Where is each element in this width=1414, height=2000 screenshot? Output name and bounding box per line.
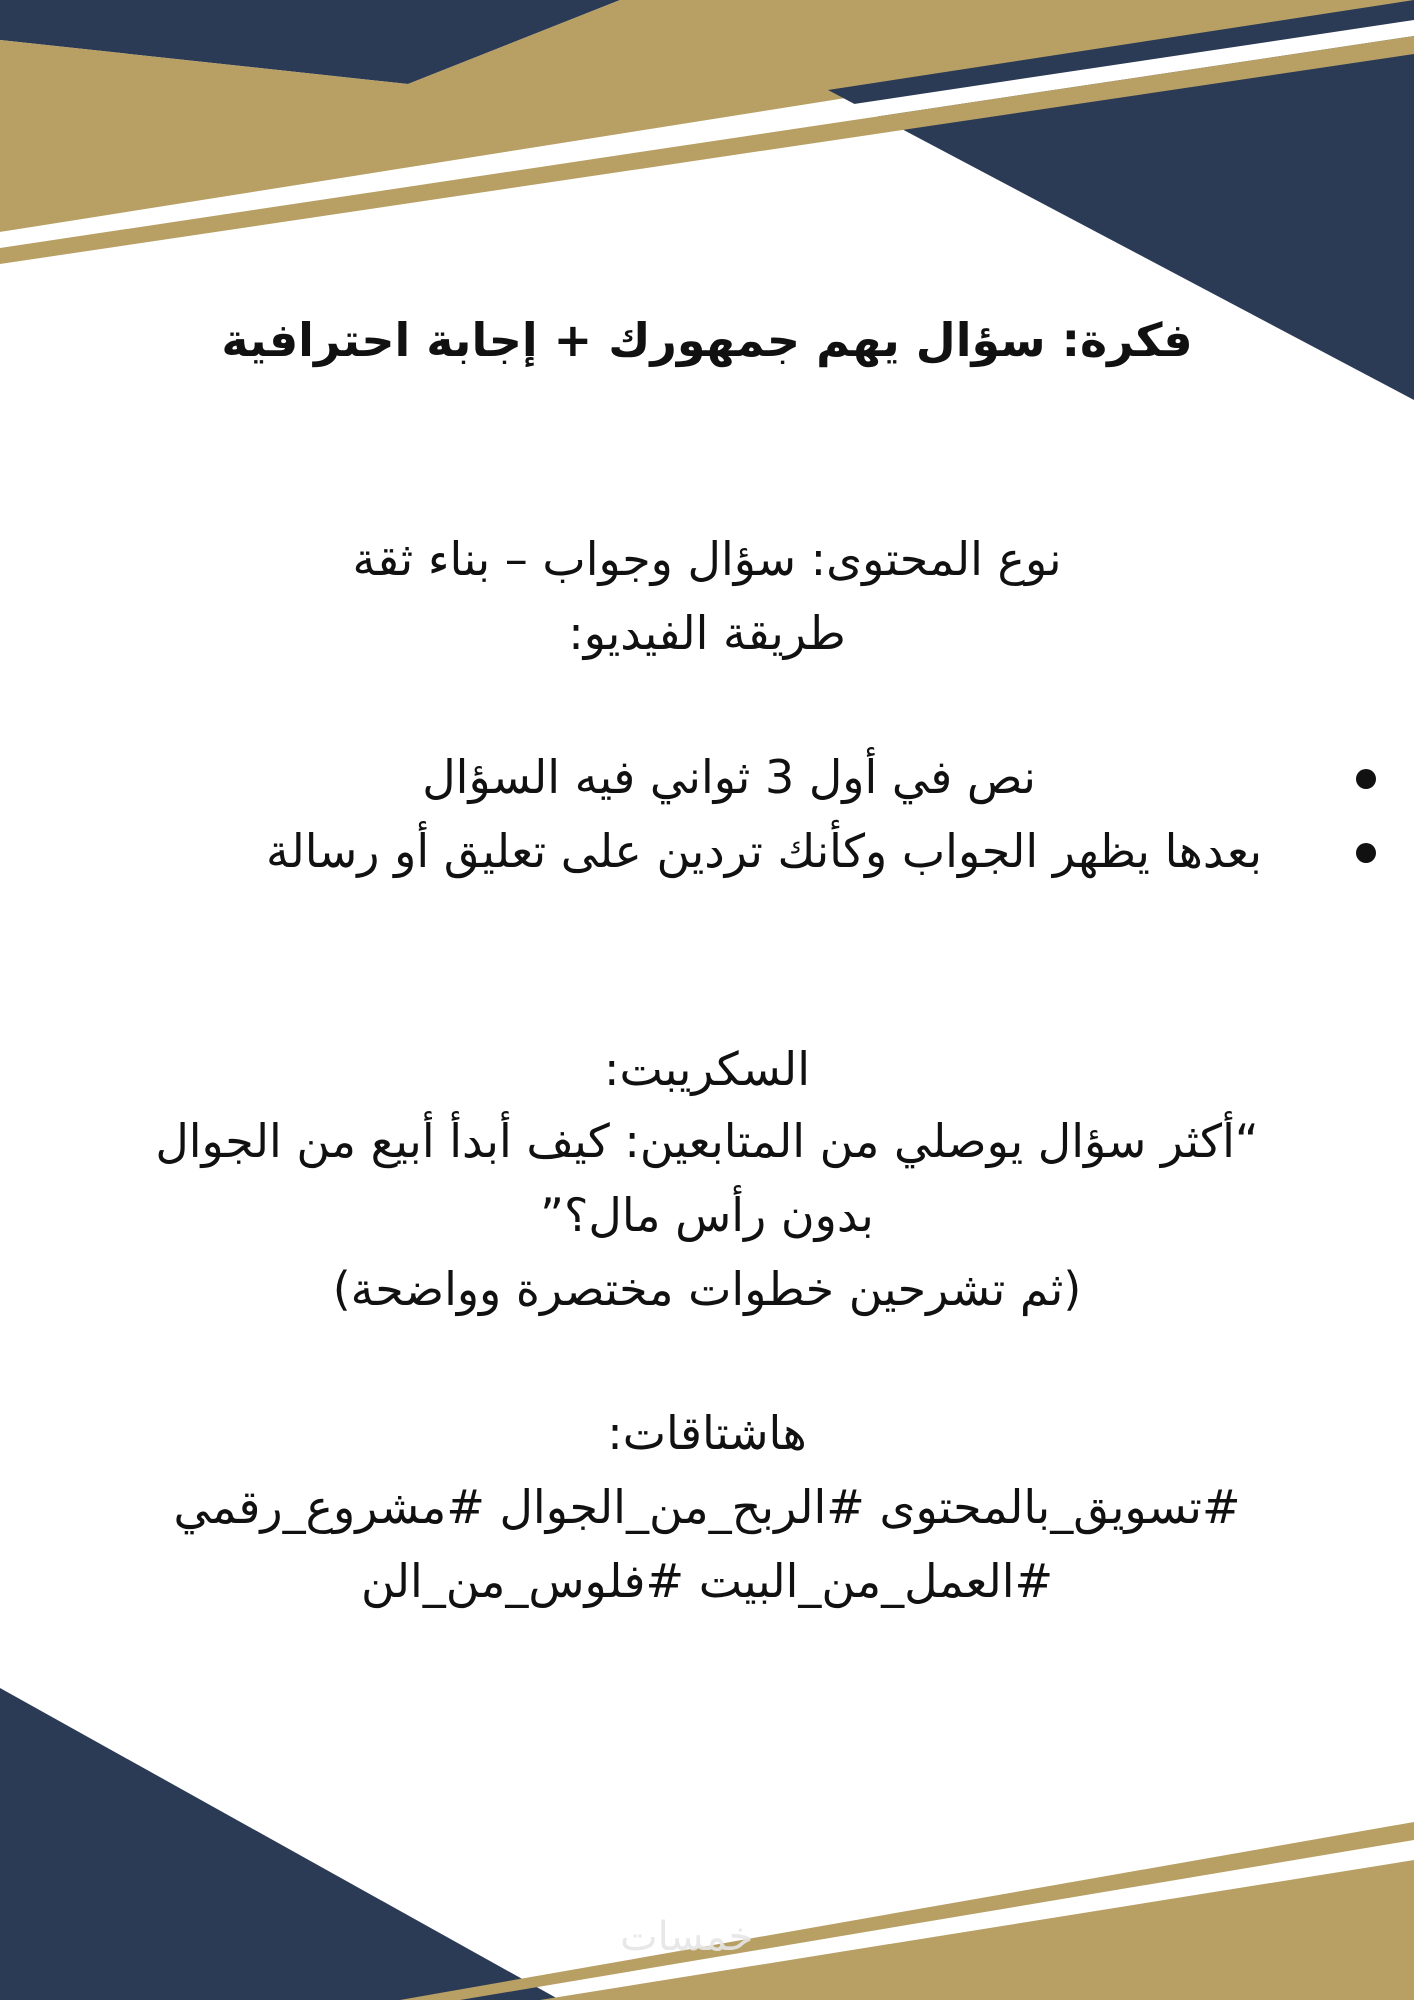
video-method-label: طريقة الفيديو: — [568, 606, 846, 660]
hashtags-line-2: #العمل_من_البيت #فلوس_من_الن — [360, 1554, 1054, 1608]
script-note: (ثم تشرحين خطوات مختصرة وواضحة) — [332, 1262, 1082, 1316]
script-label: السكريبت: — [604, 1042, 810, 1096]
bullet-text: نص في أول 3 ثواني فيه السؤال — [422, 750, 1036, 804]
hashtags-line-1: #تسويق_بالمحتوى #الربح_من_الجوال #مشروع_رقمي — [173, 1480, 1241, 1534]
script-question-line-1: “أكثر سؤال يوصلي من المتابعين: كيف أبدأ أبيع من الجوال — [155, 1114, 1259, 1168]
page-title: فكرة: سؤال يهم جمهورك + إجابة احترافية — [221, 313, 1193, 367]
content-type-line: نوع المحتوى: سؤال وجواب – بناء ثقة — [352, 532, 1062, 586]
bullet-icon — [1356, 769, 1376, 789]
list-item — [0, 742, 1414, 812]
bullet-text: بعدها يظهر الجواب وكأنك تردين على تعليق أو رسالة — [266, 824, 1262, 878]
hashtags-label: هاشتاقات: — [607, 1406, 807, 1460]
watermark-logo: خمسات — [620, 1914, 754, 1960]
list-item — [0, 816, 1414, 886]
script-question-line-2: بدون رأس مال؟” — [540, 1188, 874, 1242]
bullet-icon — [1356, 843, 1376, 863]
